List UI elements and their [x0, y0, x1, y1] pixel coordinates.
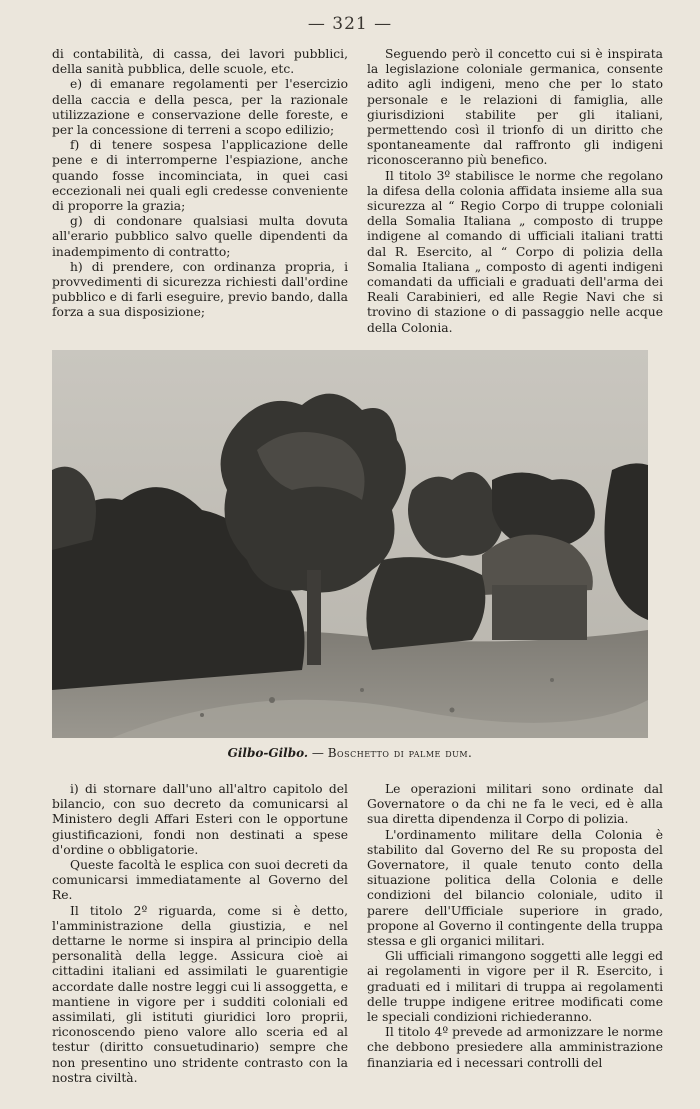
caption-place: Gilbo-Gilbo. — [227, 746, 309, 760]
paragraph: i) di stornare dall'uno all'altro capitolo del bilancio, con suo decreto da comunicarsi al Ministero degli Affari Esteri con le opportune giustificazioni, fondi non destinati a spese d'ordine o obbligatorie. — [52, 782, 348, 857]
paragraph: di contabilità, di cassa, dei lavori pubblici, della sanità pubblica, delle scuole, etc. — [52, 47, 348, 77]
paragraph: Queste facoltà le esplica con suoi decreti da comunicarsi immediatamente al Governo del Re. — [52, 858, 348, 903]
paragraph: L'ordinamento militare della Colonia è stabilito dal Governo del Re su proposta del Governatore, il quale tenuto conto della situazione politica della Colonia e delle condizioni del bilancio coloniale, udito il parere dell'Ufficiale superiore in grado, propone al Governo il contingente della truppa stessa e gli organici militari. — [367, 827, 663, 949]
palm-grove-illustration — [52, 350, 648, 738]
paragraph: g) di condonare qualsiasi multa dovuta all'erario pubblico salvo quelle dipendenti da inadempimento di contratto; — [52, 214, 348, 259]
paragraph: Seguendo però il concetto cui si è inspirata la legislazione coloniale germanica, consente adito agli indigeni, meno che per lo stato personale e le relazioni di famiglia, alle giurisdizioni stabilite per gli italiani, permettendo così il trionfo di un diritto che spontaneamente dal raffronto gli indigeni riconosceranno più benefico. — [367, 47, 663, 168]
paragraph: Le operazioni militari sono ordinate dal Governatore o da chi ne fa le veci, ed è alla sua diretta dipendenza il Corpo di polizia. — [367, 782, 663, 827]
column-top-right — [367, 47, 663, 336]
column-top-left — [52, 47, 348, 321]
paragraph: Gli ufficiali rimangono soggetti alle leggi ed ai regolamenti in vigore per il R. Esercito, i graduati ed i militari di truppa ai regolamenti delle truppe indigene eritree modificati come le speciali condizioni richiederanno. — [367, 949, 663, 1025]
column-bottom-left — [52, 782, 348, 1086]
paragraph: f) di tenere sospesa l'applicazione delle pene e di interromperne l'espiazione, anche quando fosse incominciata, in quei casi eccezionali nei quali egli credesse conveniente di proporre la grazia; — [52, 138, 348, 214]
photograph-palm-grove — [52, 350, 648, 738]
paragraph: e) di emanare regolamenti per l'esercizio della caccia e della pesca, per la razionale utilizzazione e conservazione delle foreste, e per la concessione di terreni a scopo edilizio; — [52, 77, 348, 138]
column-bottom-right — [367, 782, 663, 1071]
paragraph: Il titolo 2º riguarda, come si è detto, l'amministrazione della giustizia, e nel dettarne le norme si inspira al principio della personalità della legge. Assicura cioè ai cittadini italiani ed assimilati le guarentigie accordate dalle nostre leggi cui li assoggetta, e mantiene in vigore per i sudditi coloniali ed assimilati, gli istituti giuridici loro proprii, riconoscendo pieno valore allo sceria ed al testur (diritto consuetudinario) sempre che non presentino uno stridente contrasto con la nostra civiltà. — [52, 903, 348, 1085]
paragraph: Il titolo 4º prevede ad armonizzare le norme che debbono presiedere alla amministrazione finanziaria ed i necessari controlli del — [367, 1025, 663, 1070]
caption-title: Boschetto di palme dum. — [327, 746, 473, 760]
page-number: — 321 — — [307, 14, 393, 34]
paragraph: h) di prendere, con ordinanza propria, i provvedimenti di sicurezza richiesti dall'ordine pubblico e di farli eseguire, previo bando, dalla forza a sua disposizione; — [52, 259, 348, 320]
caption-dash: — — [308, 746, 328, 760]
figure-caption — [0, 746, 700, 760]
paragraph: Il titolo 3º stabilisce le norme che regolano la difesa della colonia affidata insieme alla sua sicurezza al “ Regio Corpo di truppe coloniali della Somalia Italiana „ composto di truppe indigene al comando di ufficiali italiani tratti dal R. Esercito, al “ Corpo di polizia della Somalia Italiana „ composto di agenti indigeni comandati da ufficiali e graduati dell'arma dei Reali Carabinieri, ed alle Regie Navi che si trovino di stazione o di passaggio nelle acque della Colonia. — [367, 168, 663, 335]
